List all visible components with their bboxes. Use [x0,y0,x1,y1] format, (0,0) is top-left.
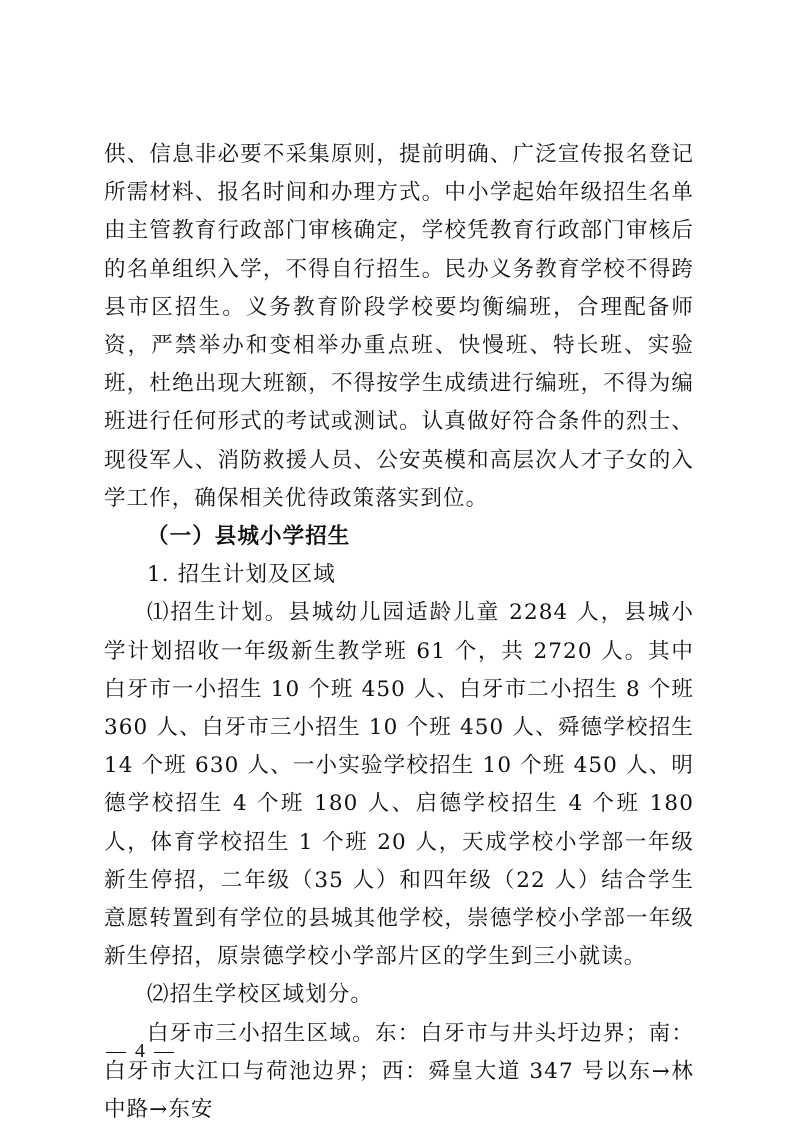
paragraph-zone-division-heading: ⑵招生学校区域划分。 [147,982,374,1008]
document-body [104,136,694,1129]
paragraph-enrollment-principles: 供、信息非必要不采集原则，提前明确、广泛宣传报名登记所需材料、报名时间和办理方式。中小学起始年级招生名单由主管教育行政部门审核确定，学校凭教育行政部门审核后的名单组织入学，不得自行招生。民办义务教育学校不得跨县市区招生。义务教育阶段学校要均衡编班，合理配备师资，严禁举办和变相举办重点班、快慢班、特长班、实验班，杜绝出现大班额，不得按学生成绩进行编班，不得为编班进行任何形式的考试或测试。认真做好符合条件的烈士、现役军人、消防救援人员、公安英模和高层次人才子女的入学工作，确保相关优待政策落实到位。 [104,142,694,511]
subsection-heading-plan-and-area: 1. 招生计划及区域 [147,562,336,588]
page-number: — 4 — [106,1040,176,1062]
section-heading-county-primary: （一）县城小学招生 [147,524,351,550]
paragraph-school-three-zone: 白牙市三小招生区域。东：白牙市与井头圩边界；南：白牙市大江口与荷池边界；西：舜皇大道 347 号以东→林中路→东安 [104,1020,694,1123]
paragraph-enrollment-plan: ⑴招生计划。县城幼儿园适龄儿童 2284 人，县城小学计划招收一年级新生教学班 61 个，共 2720 人。其中白牙市一小招生 10 个班 450 人、白牙市二小招生 8 个班 360 人、白牙市三小招生 10 个班 450 人、舜德学校招生 14 个班 630 人、一小实验学校招生 10 个班 450 人、明德学校招生 4 个班 180 人、启德学校招生 4 个班 180 人，体育学校招生 1 个班 20 人，天成学校小学部一年级新生停招，二年级（35 人）和四年级（22 人）结合学生意愿转置到有学位的县城其他学校，崇德学校小学部一年级新生停招，原崇德学校小学部片区的学生到三小就读。 [104,600,694,970]
